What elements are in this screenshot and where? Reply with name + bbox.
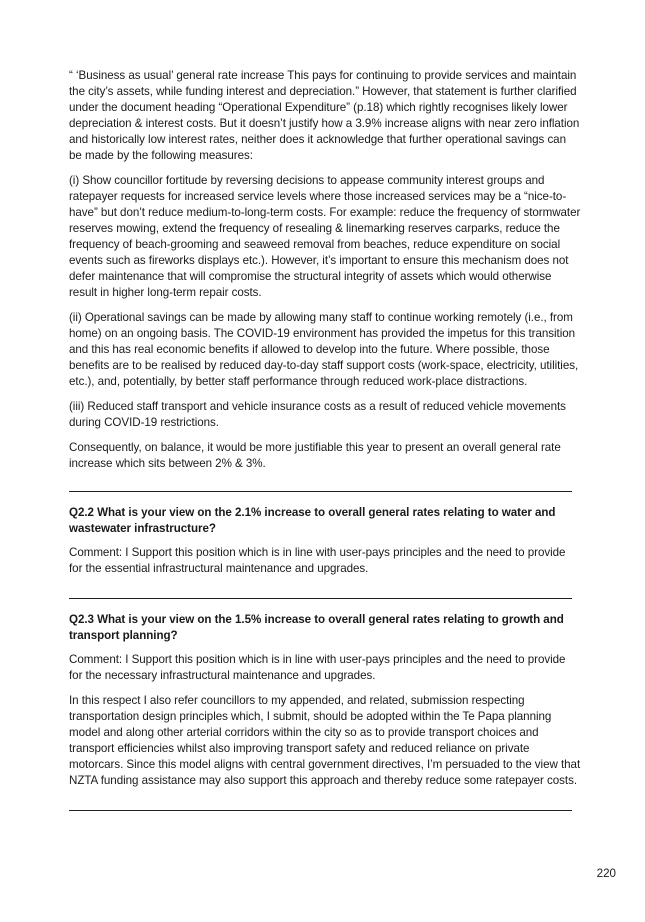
conclusion-paragraph: Consequently, on balance, it would be more justifiable this year to present an overall general rate increase which sits between 2% & 3%. (69, 441, 561, 470)
question-q2-3: Q2.3 What is your view on the 1.5% increase to overall general rates relating to growth and transport planning? (69, 613, 564, 642)
transport-submission-paragraph: In this respect I also refer councillors to my appended, and related, submission respecting transportation design principles which, I submit, should be adopted within the Te Papa planning model and along other arterial corridors within the city so as to provide transport choices and transport efficiencies whilst also improving transport safety and reduced reliance on private motorcars. Since this model aligns with central government directives, I’m persuaded to the view that NZTA funding assistance may also support this approach and thereby reduce some ratepayer costs. (69, 694, 581, 787)
section-divider (69, 598, 572, 599)
question-q2-2: Q2.2 What is your view on the 2.1% increase to overall general rates relating to water and wastewater infrastructure? (69, 506, 556, 535)
measure-paragraph-ii: (ii) Operational savings can be made by allowing many staff to continue working remotely (i.e., from home) on an ongoing basis. The COVID-19 environment has provided the impetus for this transition and this has real economic benefits if allowed to develop into the future. Where possible, those benefits are to be realised by reduced day-to-day staff support costs (work-space, electricity, utilities, etc.), and, potentially, by better staff performance through reduced work-place distractions. (69, 311, 579, 388)
intro-paragraph: “ ‘Business as usual’ general rate increase This pays for continuing to provide services and maintain the city’s assets, while funding interest and depreciation.” However, that statement is further clarified under the document heading “Operational Expenditure” (p.18) which rightly recognises likely lower depreciation & interest costs. But it doesn’t justify how a 3.9% increase aligns with near zero inflation and historically low interest rates, neither does it acknowledge that further operational savings can be made by the following measures: (69, 69, 580, 162)
comment-q2-3: Comment: I Support this position which is in line with user-pays principles and the need to provide for the necessary infrastructural maintenance and upgrades. (69, 653, 566, 682)
measure-paragraph-i: (i) Show councillor fortitude by reversing decisions to appease community interest groups and ratepayer requests for increased service levels where those increased services may be a “nice-to-have” but don’t reduce medium-to-long-term costs. For example: reduce the frequency of stormwater reserves mowing, extend the frequency of resealing & linemarking reserves carparks, reduce the frequency of beach-grooming and seaweed removal from beaches, reduce expenditure on social events such as fireworks displays etc.). However, it’s important to ensure this mechanism does not defer maintenance that will compromise the structural integrity of assets which would otherwise result in higher long-term repair costs. (69, 174, 581, 299)
comment-q2-2: Comment: I Support this position which is in line with user-pays principles and the need to provide for the essential infrastructural maintenance and upgrades. (69, 546, 566, 575)
section-divider (69, 810, 572, 811)
section-divider (69, 491, 572, 492)
page-content (69, 68, 581, 811)
measure-paragraph-iii: (iii) Reduced staff transport and vehicle insurance costs as a result of reduced vehicle movements during COVID-19 restrictions. (69, 400, 566, 429)
page-number: 220 (596, 867, 616, 880)
